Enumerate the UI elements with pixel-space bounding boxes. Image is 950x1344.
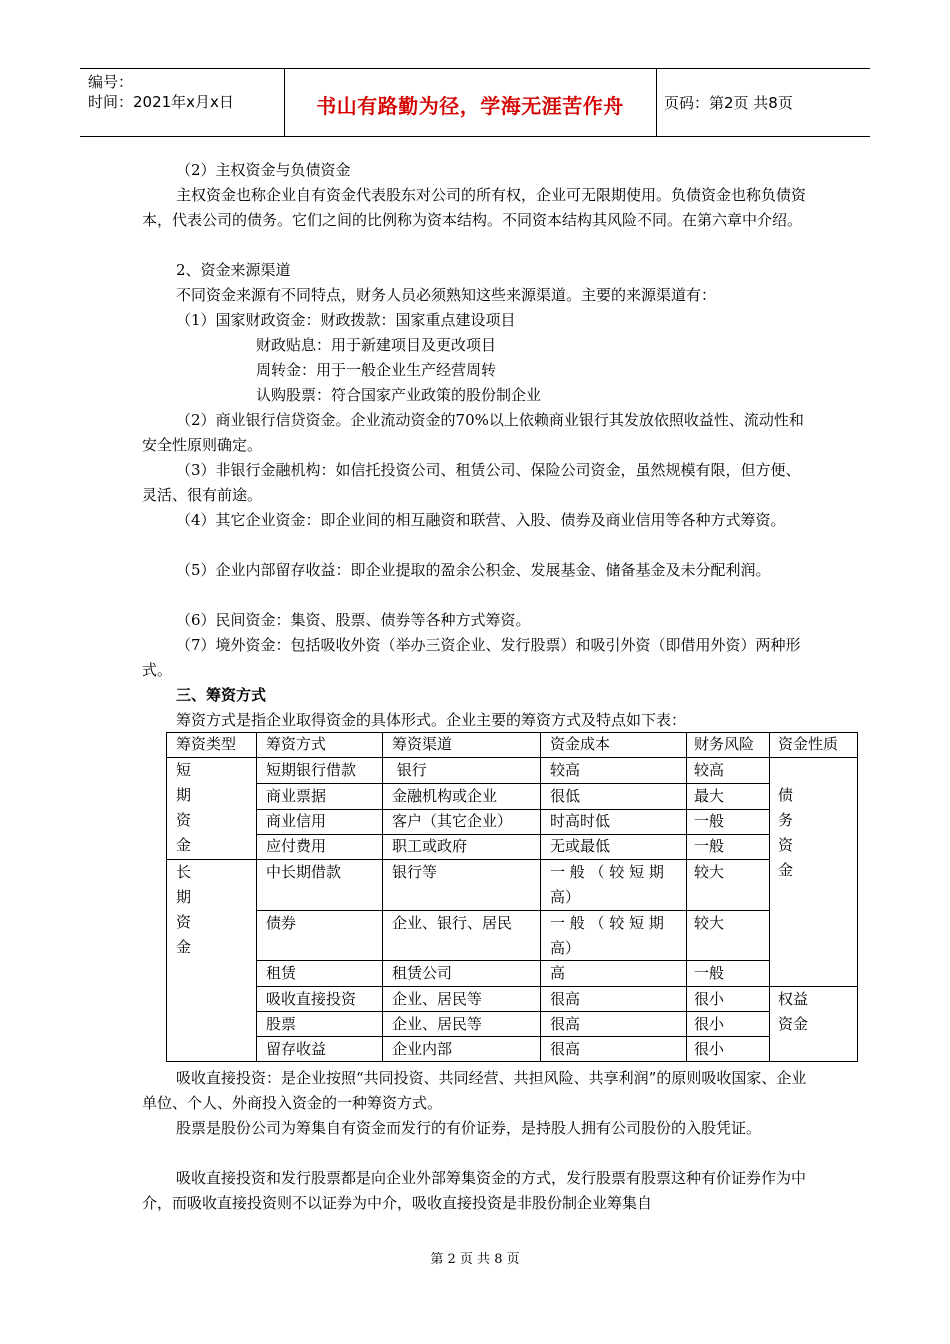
table-header: 资金性质 — [778, 735, 839, 753]
type-long-char: 资 — [176, 913, 192, 931]
cell-method: 商业票据 — [266, 787, 327, 805]
cell-risk: 一般 — [694, 964, 725, 982]
header-top-rule — [80, 68, 870, 69]
paragraph: 筹资方式是指企业取得资金的具体形式。企业主要的筹资方式及特点如下表： — [176, 711, 687, 729]
type-short-char: 期 — [176, 786, 192, 804]
number-label: 编号： — [88, 73, 134, 91]
cell-risk: 最大 — [694, 787, 725, 805]
cell-channel: 银行 — [392, 761, 427, 779]
paragraph: （7）境外资金：包括吸收外资（举办三资企业、发行股票）和吸引外资（即借用外资）两种形式。 — [142, 636, 801, 679]
cell-method: 商业信用 — [266, 812, 327, 830]
header-bottom-rule — [80, 136, 870, 137]
cell-risk: 很小 — [694, 1040, 725, 1058]
nature-debt-char: 债 — [778, 786, 794, 804]
cell-method: 租赁 — [266, 964, 297, 982]
nature-debt-char: 务 — [778, 811, 794, 829]
page-footer: 第 2 页 共 8 页 — [430, 1252, 520, 1267]
cell-channel: 企业、银行、居民 — [392, 914, 513, 932]
cell-cost: 较高 — [550, 761, 581, 779]
paragraph: （3）非银行金融机构：如信托投资公司、租赁公司、保险公司资金，虽然规模有限，但方便、灵活、很有前途。 — [142, 461, 801, 504]
cell-channel: 企业、居民等 — [392, 990, 483, 1008]
table-header: 财务风险 — [694, 735, 755, 753]
list-item: 周转金：用于一般企业生产经营周转 — [256, 361, 497, 379]
header-page-label: 页码：第2页 共8页 — [664, 94, 793, 112]
cell-cost: 一 般 （ 较 短 期 — [550, 863, 664, 881]
table-border — [256, 910, 770, 911]
table-border — [256, 1036, 770, 1037]
cell-cost: 无或最低 — [550, 837, 611, 855]
cell-cost: 一 般 （ 较 短 期 — [550, 914, 664, 932]
type-long-char: 长 — [176, 863, 192, 881]
table-border — [769, 732, 770, 1062]
paragraph: （5）企业内部留存收益：即企业提取的盈余公积金、发展基金、储备基金及未分配利润。 — [176, 561, 771, 579]
cell-channel: 职工或政府 — [392, 837, 468, 855]
cell-risk: 很小 — [694, 1015, 725, 1033]
cell-method: 短期银行借款 — [266, 761, 357, 779]
nature-equity-line: 资金 — [778, 1015, 809, 1033]
cell-method: 留存收益 — [266, 1040, 327, 1058]
cell-channel: 企业内部 — [392, 1040, 453, 1058]
cell-method: 债券 — [266, 914, 297, 932]
list-item: 财政贴息：用于新建项目及更改项目 — [256, 336, 497, 354]
cell-cost: 高 — [550, 964, 566, 982]
cell-channel: 租赁公司 — [392, 964, 453, 982]
header-divider-2 — [656, 68, 657, 136]
nature-debt-char: 金 — [778, 861, 794, 879]
cell-risk: 较高 — [694, 761, 725, 779]
cell-channel: 企业、居民等 — [392, 1015, 483, 1033]
type-long-char: 期 — [176, 888, 192, 906]
cell-risk: 较大 — [694, 863, 725, 881]
table-border — [256, 783, 770, 784]
financing-methods-table — [166, 732, 858, 1062]
table-border — [256, 732, 257, 1062]
table-border — [256, 809, 770, 810]
section-title: 三、筹资方式 — [176, 686, 267, 704]
cell-cost: 很高 — [550, 990, 581, 1008]
cell-cost: 时高时低 — [550, 812, 611, 830]
table-border — [686, 732, 687, 1062]
cell-method: 吸收直接投资 — [266, 990, 357, 1008]
date-label: 时间：2021年x月x日 — [88, 93, 234, 111]
cell-cost: 很低 — [550, 787, 581, 805]
cell-risk: 一般 — [694, 812, 725, 830]
table-border — [256, 960, 770, 961]
table-border — [382, 732, 383, 1062]
cell-cost: 高） — [550, 939, 581, 957]
list-item: （1）国家财政资金：财政拨款：国家重点建设项目 — [176, 311, 516, 329]
table-border — [256, 834, 770, 835]
paragraph: （2）商业银行信贷资金。企业流动资金的70%以上依赖商业银行其发放依照收益性、流动性和安全性原则确定。 — [142, 411, 804, 454]
cell-risk: 较大 — [694, 914, 725, 932]
paragraph: （4）其它企业资金：即企业间的相互融资和联营、入股、债券及商业信用等各种方式筹资。 — [176, 511, 786, 529]
table-border — [166, 859, 770, 860]
header-motto: 书山有路勤为径，学海无涯苦作舟 — [316, 94, 624, 118]
table-header: 筹资方式 — [266, 735, 327, 753]
cell-cost: 高） — [550, 888, 581, 906]
cell-cost: 很高 — [550, 1040, 581, 1058]
table-header: 筹资类型 — [176, 735, 237, 753]
table-header: 筹资渠道 — [392, 735, 453, 753]
cell-channel: 银行等 — [392, 863, 438, 881]
nature-debt-char: 资 — [778, 836, 794, 854]
header-meta — [88, 72, 234, 112]
cell-risk: 很小 — [694, 990, 725, 1008]
table-border — [540, 732, 541, 1062]
paragraph: 不同资金来源有不同特点，财务人员必须熟知这些来源渠道。主要的来源渠道有： — [176, 286, 717, 304]
paragraph: 吸收直接投资：是企业按照“共同投资、共同经营、共担风险、共享利润”的原则吸收国家、企业单位、个人、外商投入资金的一种筹资方式。 — [142, 1069, 807, 1112]
cell-method: 股票 — [266, 1015, 297, 1033]
paragraph: 股票是股份公司为筹集自有资金而发行的有价证券，是持股人拥有公司股份的入股凭证。 — [176, 1119, 762, 1137]
paragraph: 主权资金也称企业自有资金代表股东对公司的所有权，企业可无限期使用。负债资金也称负债资本，代表公司的债务。它们之间的比例称为资本结构。不同资本结构其风险不同。在第六章中介绍。 — [142, 186, 807, 229]
table-header: 资金成本 — [550, 735, 611, 753]
table-border — [166, 732, 167, 1062]
paragraph: （6）民间资金：集资、股票、债券等各种方式筹资。 — [176, 611, 531, 629]
type-short-char: 资 — [176, 811, 192, 829]
type-short-char: 短 — [176, 761, 192, 779]
cell-method: 中长期借款 — [266, 863, 342, 881]
cell-channel: 客户（其它企业） — [392, 812, 513, 830]
type-long-char: 金 — [176, 938, 192, 956]
cell-risk: 一般 — [694, 837, 725, 855]
cell-channel: 金融机构或企业 — [392, 787, 498, 805]
list-item: 认购股票：符合国家产业政策的股份制企业 — [256, 386, 542, 404]
section-heading: 2、资金来源渠道 — [176, 261, 291, 279]
paragraph: 吸收直接投资和发行股票都是向企业外部筹集资金的方式，发行股票有股票这种有价证券作为中介，而吸收直接投资则不以证券为中介，吸收直接投资是非股份制企业筹集自 — [142, 1169, 807, 1212]
type-short-char: 金 — [176, 836, 192, 854]
nature-equity-line: 权益 — [778, 990, 809, 1008]
section-heading: （2）主权资金与负债资金 — [176, 161, 351, 179]
cell-method: 应付费用 — [266, 837, 327, 855]
table-border — [857, 732, 858, 1062]
cell-cost: 很高 — [550, 1015, 581, 1033]
